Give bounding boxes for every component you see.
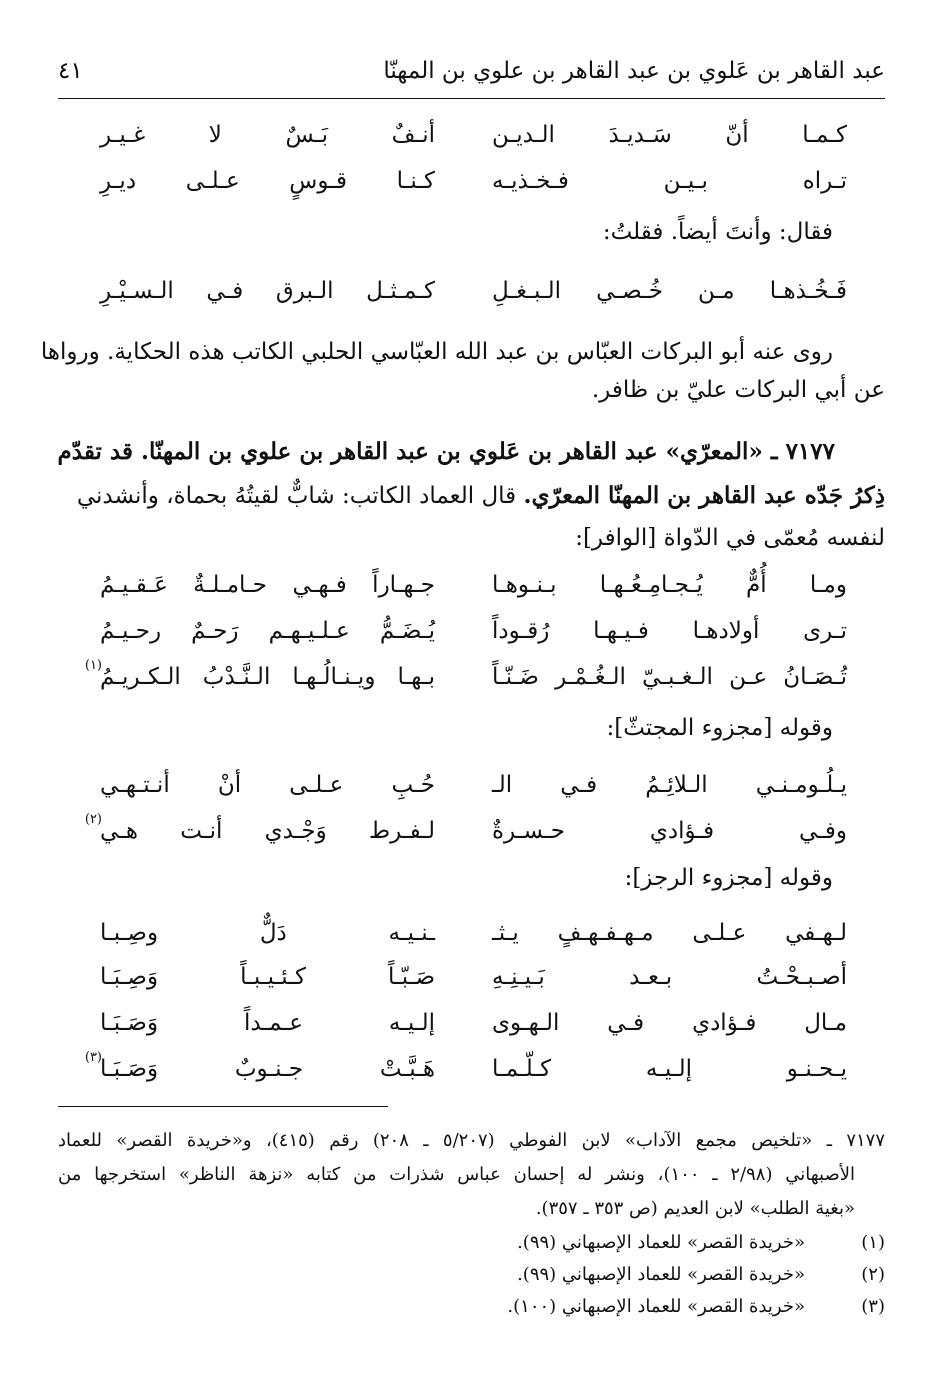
footnote-number: (١) — [861, 1232, 885, 1253]
entry-line — [58, 474, 885, 518]
narration-line: عن أبي البركات عليّ بن ظافر. — [591, 377, 885, 403]
meter-intro: وقوله [مجزوء المجتثّ]: — [606, 715, 833, 741]
narration-line: روى عنه أبو البركات العبّاس بن عبد الله العبّاسي الحلبي الكاتب هذه الحكاية. ورواها — [40, 339, 833, 365]
page-header — [58, 58, 885, 98]
verse-line — [84, 1050, 847, 1096]
verse-hemistich-second: بـهـا ويـنـالُـهـا الـنَّـدْبُ الـكـريـمُ — [100, 664, 435, 690]
running-title: عبد القاهر بن عَلوي بن عبد القاهر بن علوي بن المهنّا — [383, 58, 885, 84]
header-rule — [58, 98, 885, 99]
footnote-marker: (٢) — [84, 812, 102, 827]
footnote-text: «خريدة القصر» للعماد الإصبهاني (٩٩). — [517, 1264, 805, 1285]
verse-line — [87, 772, 847, 812]
verse-hemistich-second: هَـبَّـتْ جـنـوبٌ وَصَـبَـا — [100, 1056, 435, 1082]
verse-hemistich-first: وفـي فـؤادي حـسـرةٌ — [492, 818, 847, 844]
verse-hemistich-first: يـلُـومـنـي الـلائِـمُ فـي الـ — [492, 772, 847, 798]
footnote-rule — [58, 1106, 388, 1107]
verse-hemistich-first: تُـصَـانُ عـن الـغـبـيّ الـغُـمْـر ضَـنّـاً — [492, 664, 847, 690]
verse-hemistich-first: ومـا أُمٌّ يُـجـامِـعُـهـا بـنـوهـا — [492, 572, 847, 598]
verse-hemistich-first: تـرى أولادهـا فـيـهـا رُقـوداً — [492, 618, 847, 644]
entry-bold-text: ذِكرُ جَدّه عبد القاهر بن المهنّا المعرّي. — [523, 482, 885, 509]
verse-hemistich-second: أنـفٌ بَـسٌ لا غـيـر — [100, 122, 435, 148]
meter-intro: وقوله [مجزوء الرجز]: — [624, 865, 833, 891]
verse-line — [87, 572, 847, 612]
verse-hemistich-first: لـهـفي عـلـى مـهـفـهـفٍ يـثـ — [492, 920, 847, 946]
entry-line: لنفسه مُعمّى في الدّواة [الوافر]: — [575, 525, 885, 551]
verse-line — [87, 920, 847, 960]
footnote-entry-line: ٧١٧٧ ـ «تلخيص مجمع الآداب» لابن الفوطي (٥/٢٠٧ ـ ٢٠٨) رقم (٤١٥)، و«خريدة القصر» للعماد — [58, 1130, 886, 1151]
footnote-marker: (١) — [84, 658, 102, 673]
verse-hemistich-second: كـمـثـل الـبرق فـي الـسـيْـرِ — [100, 278, 435, 304]
footnote-number: (٣) — [861, 1296, 885, 1317]
entry-text: قال العماد الكاتب: شابٌّ لقيتُهُ بحماة، وأنشدني — [76, 483, 517, 509]
verse-hemistich-second: صَـبّـاً كـئـيـبـاً وَصِـبَـا — [100, 964, 435, 990]
dialogue-line: فقال: وأنتَ أيضاً. فقلتُ: — [602, 219, 833, 245]
verse-line — [87, 278, 847, 318]
page-number: ٤١ — [58, 58, 83, 84]
verse-line — [84, 658, 847, 704]
verse-hemistich-second: لـفـرط وَجْـدي أنـت هـي — [100, 818, 435, 844]
verse-line — [87, 168, 847, 208]
verse-hemistich-first: يـحـنـو إلـيـه كـلّـمـا — [492, 1056, 847, 1082]
footnote-entry-line: الأصبهاني (٢/٩٨ ـ ١٠٠)، ونشر له إحسان عباس شذرات من كتابه «نزهة الناظر» استخرجها من — [58, 1164, 856, 1185]
footnote-marker: (٣) — [84, 1050, 102, 1065]
verse-line — [87, 618, 847, 658]
verse-line — [87, 122, 847, 162]
verse-hemistich-first: أصـبـحْـتُ بـعـد بَـيـنِـهِ — [492, 964, 847, 990]
verse-hemistich-second: إلـيـه عـمـداً وَصَـبَـا — [100, 1010, 435, 1036]
footnote-number: (٢) — [861, 1264, 885, 1285]
verse-hemistich-second: يُـضَـمُّ عـلـيـهـم رَحـمٌ رحـيـمُ — [100, 618, 435, 644]
verse-hemistich-first: فَـخُـذهـا مـن خُـصـي الـبـغـلِ — [492, 278, 847, 304]
verse-line — [87, 964, 847, 1004]
footnote-entry-line: «بغية الطلب» لابن العديم (ص ٣٥٣ ـ ٣٥٧). — [535, 1198, 855, 1219]
verse-hemistich-first: تـراه بـيـن فـخـذيـه — [492, 168, 847, 194]
verse-hemistich-first: كـمـا أنّ سَـديـدَ الـديـن — [492, 122, 847, 148]
verse-hemistich-second: كـنـا قـوسٍ عـلـى ديـرِ — [100, 168, 435, 194]
verse-line — [84, 812, 847, 858]
verse-hemistich-second: حُـبِ عـلـى أنْ أنـتـهـي — [100, 772, 435, 798]
entry-heading: ٧١٧٧ ـ «المعرّي» عبد القاهر بن عَلوي بن عبد القاهر بن علوي بن المهنّا. قد تقدّم — [57, 438, 835, 465]
verse-hemistich-second: جـهـاراً فـهـي حـامـلـةٌ عَـقـيـمُ — [100, 572, 435, 598]
verse-line — [87, 1010, 847, 1050]
verse-hemistich-first: مـال فـؤادي فـي الـهـوى — [492, 1010, 847, 1036]
verse-hemistich-second: ـنـيـه دَلٌّ وصِـبـا — [100, 920, 435, 946]
footnote-text: «خريدة القصر» للعماد الإصبهاني (٩٩). — [517, 1232, 805, 1253]
footnote-text: «خريدة القصر» للعماد الإصبهاني (١٠٠). — [507, 1296, 805, 1317]
